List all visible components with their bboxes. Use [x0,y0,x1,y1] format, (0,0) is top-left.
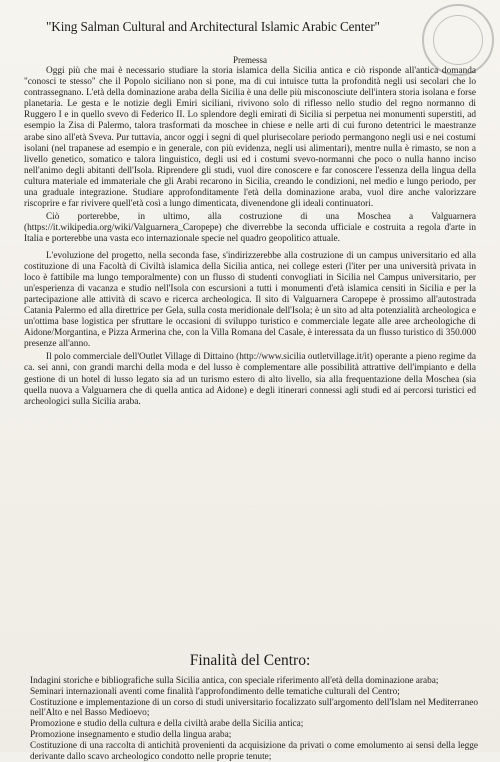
paragraph-1: Oggi più che mai è necessario studiare la storia islamica della Sicilia antica e ciò risponde all'antica domanda "conosci te stesso" che il Popolo siciliano non si pone, ma di cui intuisce tutta la profondità negli usi secolari che lo contrassegnano. L'età della dominazione araba della Sicilia è una delle più misconosciute dell'intera storia isolana e forse planetaria. Le gesta e le notizie degli Emiri siciliani, rivivono solo di riflesso nello studio del regno normanno di Ruggero I e in quello svevo di Federico II. Lo splendore degli emirati di Sicilia si perpetua nei monumenti superstiti, ad esempio la Zisa di Palermo, talora trasformati da moschee in chiese e nelle arti di cui furono detentrici le maestranze arabe sino all'età Sveva. Pur tuttavia, ancor oggi i segni di quel plurisecolare periodo permangono negli usi e nei costumi isolani (nel trapanese ad esempio e in generale, con più evidenza, negli usi alimentari), mentre nulla è rimasto, se non a livello genetico, somatico e talora linguistico, degli usi ed i costumi svevo-normanni che poco o nulla hanno inciso nell'animo degli abitanti dell'Isola. Riprendere gli studi, vuol dire conoscere e far conoscere l'essenza della lingua della cultura materiale ed immateriale che gli Arabi recarono in Sicilia, creando le condizioni, nel medio e lungo periodo, per una graduale integrazione. Studiare approfonditamente l'età della dominazione araba, vuol dire anche valorizzare riscoprire e far rivivere quell'età così a lungo dimenticata, divenendone gli ideali continuatori. [24,66,476,210]
goal-item: Costituzione e implementazione di un corso di studi universitario focalizzato sull'argomento dell'Islam nel Mediterraneo nell'Alto e nel Basso Medioevo; [30,697,478,719]
goals-heading: Finalità del Centro: [189,652,311,669]
goal-item: Promozione e studio della cultura e della civiltà arabe della Sicilia antica; [30,719,304,730]
goal-item: Costituzione di una raccolta di antichità provenienti da acquisizione da privati o come emolumento ai sensi della legge derivante dallo scavo archeologico condotto nelle proprie tenute; [30,740,478,762]
document-title: "King Salman Cultural and Architectural Islamic Arabic Center" [46,19,380,34]
premessa-body [24,66,476,410]
paragraph-2: Ciò porterebbe, in ultimo, alla costruzione di una Moschea a Valguarnera (https://it.wikipedia.org/wiki/Valguarnera_Caropepe) che diverrebbe la seconda ufficiale e costruita a regola d'arte in Italia e porterebbe una vasta eco internazionale specie nel quadro geopolitico attuale. [24,212,476,245]
goal-item: Indagini storiche e bibliografiche sulla Sicilia antica, con speciale riferimento all'età della dominazione araba; [30,676,439,686]
section-heading-premessa: Premessa [233,55,267,65]
goal-item: Promozione insegnamento e studio della lingua araba; [30,729,232,740]
goal-item: Seminari internazionali aventi come finalità l'approfondimento delle tematiche culturali del Centro; [30,686,400,697]
goals-list [30,676,478,762]
paragraph-4: Il polo commerciale dell'Outlet Village di Dittaino (http://www.sicilia outletvillage.it/it) operante a pieno regime da ca. sei anni, con grandi marchi della moda e del lusso è complementare alle possibilità attrattive dell'impianto e della gestione di un hotel di lusso legato sia ad un turismo estero di alto livello, sia alla frequentazione della Moschea (sia quella nuova a Valguarnera che di quella antica ad Aidone) e degli itinerari connessi agli studi ed ai percorsi turistici ed archeologici sulla Sicilia araba. [24,352,476,407]
paragraph-3: L'evoluzione del progetto, nella seconda fase, s'indirizzerebbe alla costruzione di un campus universitario ed alla costituzione di una Facoltà di Civiltà islamica della Sicilia antica, nei college esteri (l'iter per una università privata in loco è fattibile ma lungo temporalmente) con un flusso di studenti convogliati in Sicilia nel Campus universitario, per un'esperienza di vacanza e studio nell'Isola con escursioni a tutti i monumenti d'età islamica censiti in Sicilia e per la partecipazione alle attività di scavo e ricerca archeologica. Il sito di Valguarnera Caropepe è prossimo all'autostrada Catania Palermo ed alla direttrice per Gela, sulla costa meridionale dell'Isola; è un sito ad alta potenzialità archeologica e un'ottima base logistica per sfruttare le occasioni di sviluppo turistico e commerciale legate alle aree archeologiche di Aidone/Morgantina, e Pizza Armerina che, con la Villa Romana del Casale, è interessata da un flusso turistico di 350.000 presenze all'anno. [24,250,476,350]
